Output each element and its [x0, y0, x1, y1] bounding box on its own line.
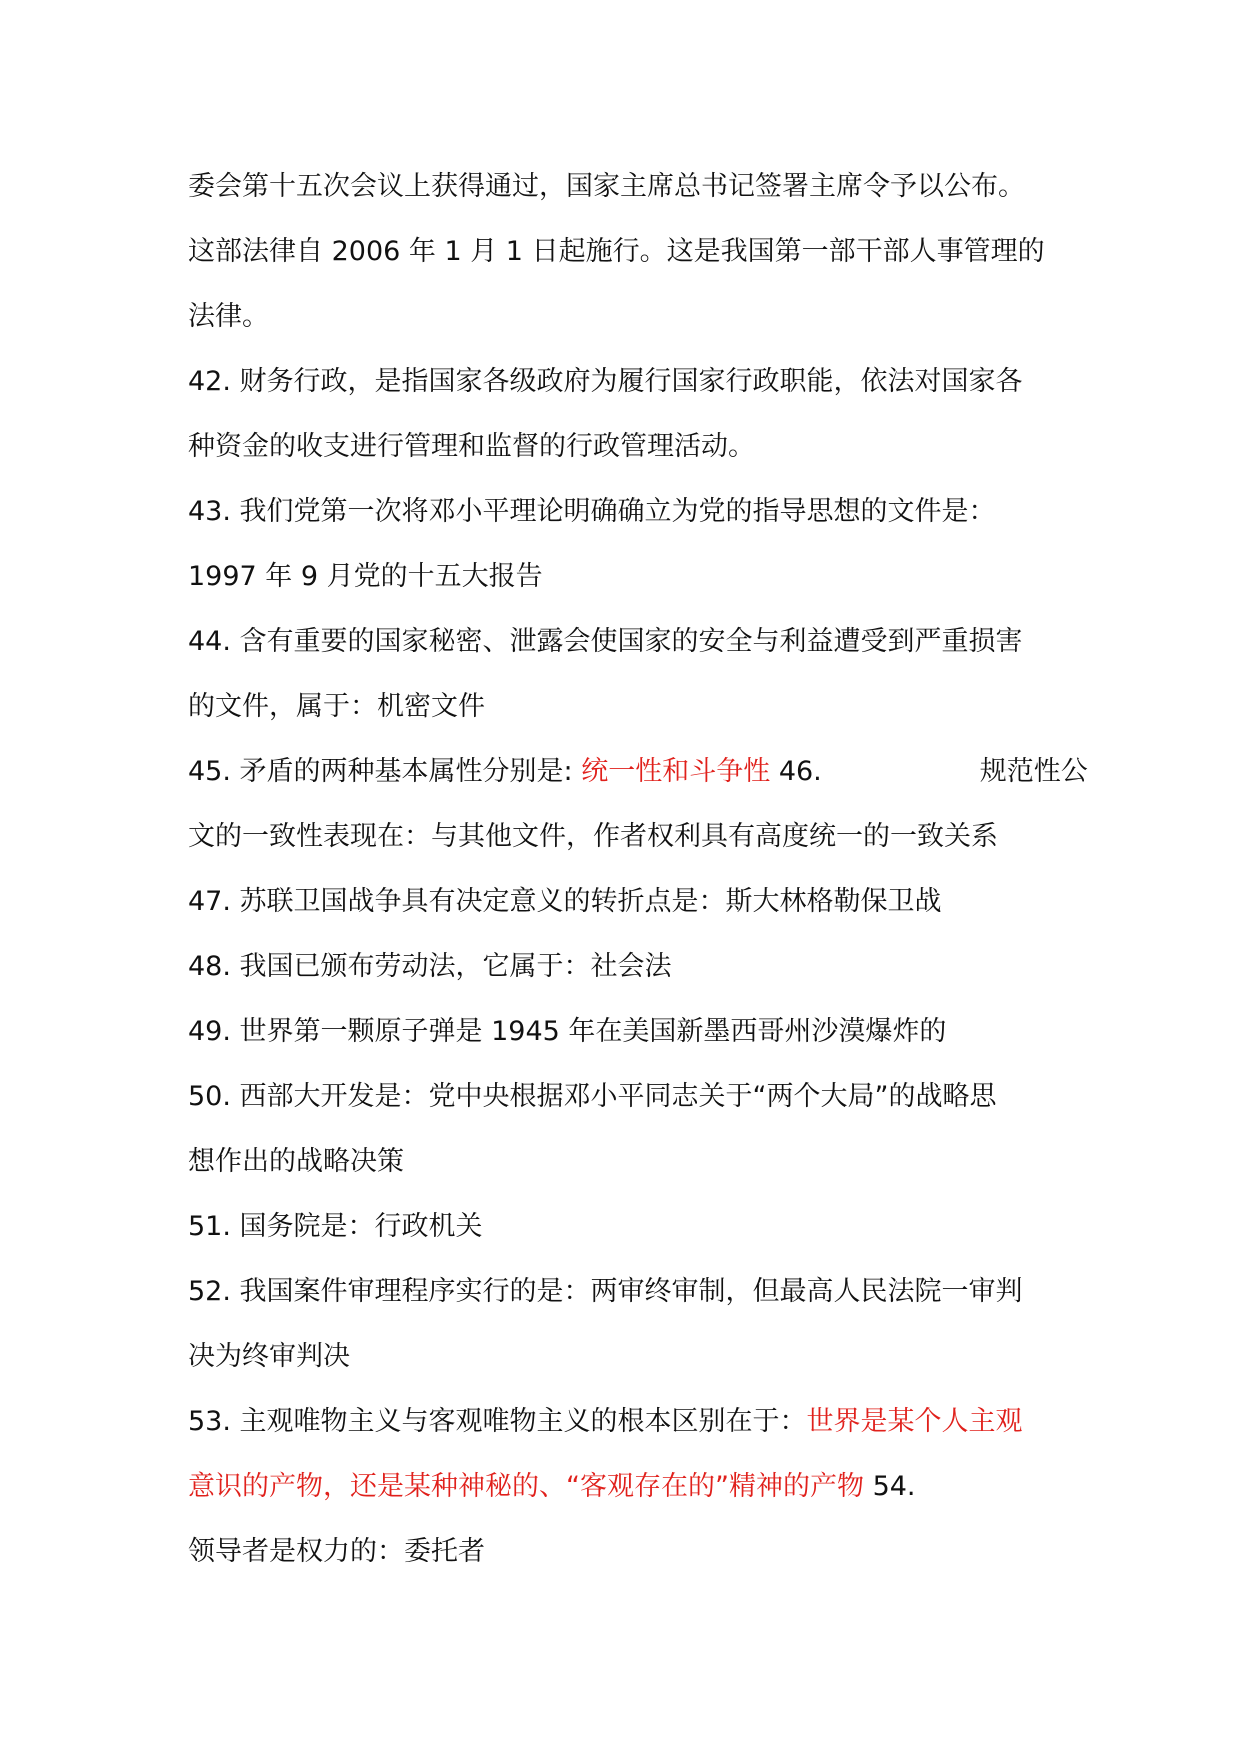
- paragraph-53-line-2: [188, 1460, 1062, 1525]
- question-53-answer-part-2: 意识的产物，还是某种神秘的、“客观存在的”精神的产物: [188, 1471, 864, 1502]
- question-46-number: 46.: [778, 756, 822, 787]
- question-46-text-start: 规范性公: [979, 756, 1088, 787]
- paragraph-43-line-1: 43. 我们党第一次将邓小平理论明确确立为党的指导思想的文件是：: [188, 496, 996, 527]
- paragraph-45-46-line: [188, 745, 1088, 810]
- paragraph-41-line-1: 委会第十五次会议上获得通过，国家主席总书记签署主席令予以公布。: [188, 171, 1025, 202]
- paragraph-48: 48. 我国已颁布劳动法，它属于：社会法: [188, 951, 672, 982]
- paragraph-43-line-2: 1997 年 9 月党的十五大报告: [188, 561, 543, 592]
- paragraph-41-line-2: 这部法律自 2006 年 1 月 1 日起施行。这是我国第一部干部人事管理的: [188, 236, 1045, 267]
- paragraph-50-line-2: 想作出的战略决策: [188, 1146, 404, 1177]
- question-45-text: 45. 矛盾的两种基本属性分别是:: [188, 756, 573, 787]
- paragraph-54-line-2: 领导者是权力的：委托者: [188, 1536, 485, 1567]
- paragraph-53-line-1: [188, 1395, 1062, 1460]
- document-page: [188, 160, 1088, 1590]
- question-54-number: 54.: [872, 1471, 916, 1502]
- paragraph-52-line-1: 52. 我国案件审理程序实行的是：两审终审制，但最高人民法院一审判: [188, 1276, 1023, 1307]
- paragraph-42-line-2: 种资金的收支进行管理和监督的行政管理活动。: [188, 431, 755, 462]
- paragraph-51: 51. 国务院是：行政机关: [188, 1211, 483, 1242]
- paragraph-49: 49. 世界第一颗原子弹是 1945 年在美国新墨西哥州沙漠爆炸的: [188, 1016, 947, 1047]
- question-45-answer: 统一性和斗争性: [581, 756, 771, 787]
- paragraph-46-line-2: 文的一致性表现在：与其他文件，作者权利具有高度统一的一致关系: [188, 821, 998, 852]
- paragraph-47: 47. 苏联卫国战争具有决定意义的转折点是：斯大林格勒保卫战: [188, 886, 942, 917]
- paragraph-50-line-1: 50. 西部大开发是：党中央根据邓小平同志关于“两个大局”的战略思: [188, 1081, 997, 1112]
- paragraph-52-line-2: 决为终审判决: [188, 1341, 350, 1372]
- paragraph-41-line-3: 法律。: [188, 301, 269, 332]
- paragraph-44-line-1: 44. 含有重要的国家秘密、泄露会使国家的安全与利益遭受到严重损害: [188, 626, 1023, 657]
- question-53-text: 53. 主观唯物主义与客观唯物主义的根本区别在于：: [188, 1406, 807, 1437]
- paragraph-44-line-2: 的文件，属于：机密文件: [188, 691, 485, 722]
- question-53-answer-part-1: 世界是某个人主观: [806, 1406, 1023, 1437]
- paragraph-42-line-1: 42. 财务行政，是指国家各级政府为履行国家行政职能，依法对国家各: [188, 366, 1023, 397]
